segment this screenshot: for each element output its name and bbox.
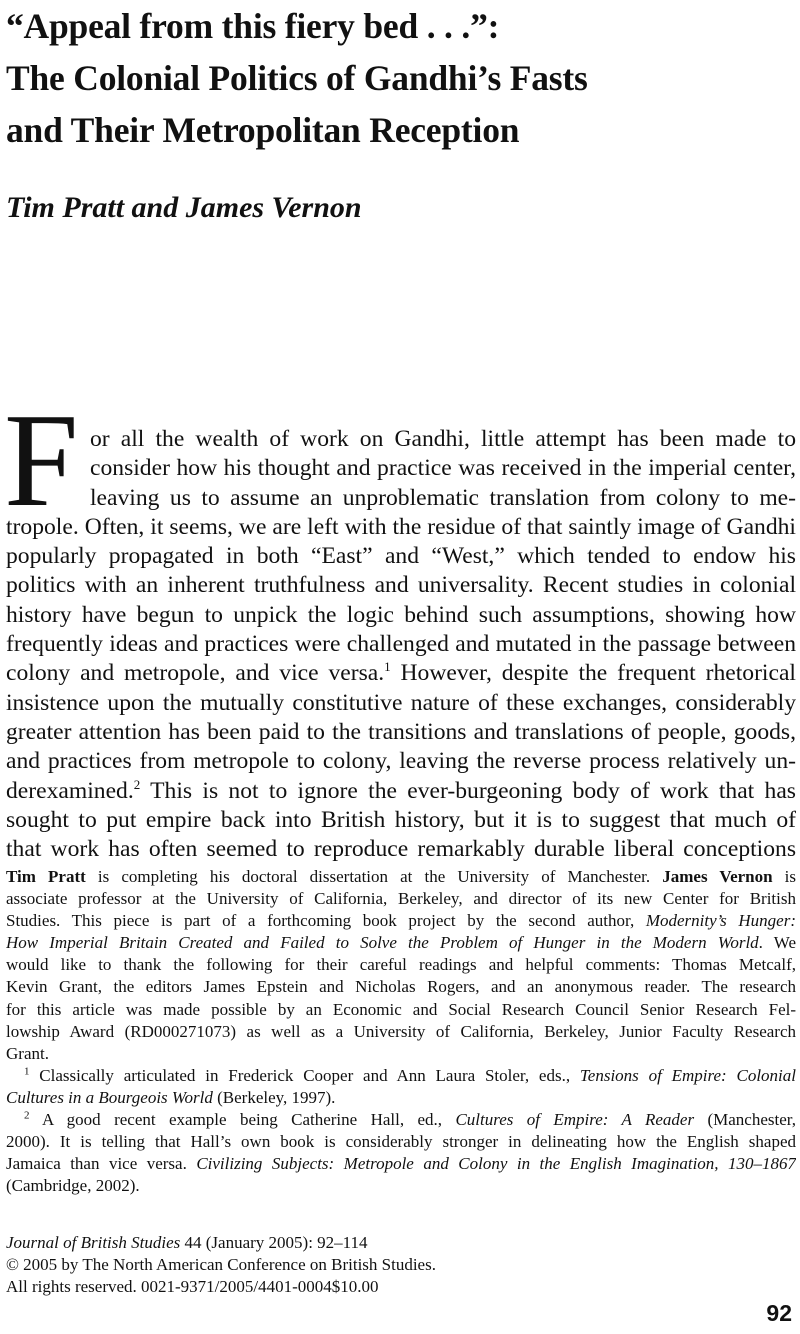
note-text: (Berkeley, 1997). [212, 1087, 336, 1107]
copyright-line: © 2005 by The North American Conference on British Studies. [6, 1255, 436, 1274]
body-line: politics with an inherent truthfulness and universality. Recent studies in colonial [6, 572, 796, 599]
rights-line: All rights reserved. 0021-9371/2005/4401-0004$10.00 [6, 1277, 379, 1296]
note-line: associate professor at the University of California, Berkeley, and director of its new Center for British [6, 889, 796, 909]
journal-name: Journal of British Studies [6, 1233, 181, 1252]
note-text: (Manchester, [694, 1110, 796, 1130]
footnote-2-cont: 2000). It is telling that Hall’s own book is considerably stronger in delineating how the English shaped [6, 1132, 796, 1152]
body-paragraph [6, 425, 796, 864]
body-line-tail: This is not to ignore the ever-burgeoning body of work that has [140, 777, 796, 804]
body-line: or all the wealth of work on Gandhi, little attempt has been made to [90, 426, 796, 452]
body-line: and practices from metropole to colony, leaving the reverse process relatively un- [6, 748, 796, 775]
footnote-ref-1[interactable]: 1 [384, 659, 391, 675]
journal-info [6, 1232, 436, 1298]
book-title: Modernity’s Hunger: [645, 911, 796, 931]
journal-citation [6, 1232, 436, 1254]
journal-volume: 44 (January 2005): 92–114 [180, 1233, 368, 1252]
note-line [6, 866, 796, 888]
body-line: insistence upon the mutually constitutive nature of these exchanges, considerably [6, 689, 796, 716]
body-line: popularly propagated in both “East” and “West,” which tended to endow his [6, 543, 796, 570]
body-line: history have begun to unpick the logic behind such assumptions, showing how [6, 601, 796, 628]
page-number: 92 [766, 1300, 792, 1326]
author-notes [6, 866, 796, 1197]
article-authors: Tim Pratt and James Vernon [6, 191, 362, 224]
footnote-1-cont [6, 1087, 796, 1109]
body-line: that work has often seemed to reproduce remarkably durable liberal conceptions [6, 836, 796, 863]
note-line: lowship Award (RD000271073) as well as a University of California, Berkeley, Junior Faculty Research [6, 1021, 796, 1041]
body-line: leaving us to assume an unproblematic translation from colony to me- [90, 484, 796, 511]
body-line: frequently ideas and practices were challenged and mutated in the passage between [6, 631, 796, 658]
footnote-2 [6, 1109, 796, 1131]
note-line: for this article was made possible by an Economic and Social Research Council Senior Research Fel- [6, 999, 796, 1019]
note-line [6, 910, 796, 932]
footnote-1 [6, 1065, 796, 1087]
body-line: sought to put empire back into British history, but it is to suggest that much of [6, 806, 796, 833]
body-line-tail: However, despite the frequent rhetorical [390, 660, 796, 687]
title-line-3: and Their Metropolitan Reception [6, 110, 520, 150]
body-line-head: colony and metropole, and vice versa. [6, 660, 385, 687]
note-line: Grant. [6, 1043, 49, 1063]
footnote-number: 2 [24, 1109, 30, 1122]
note-text: Classically articulated in Frederick Cooper and Ann Laura Stoler, eds., [29, 1065, 580, 1085]
note-text: Jamaica than vice versa. [6, 1154, 197, 1174]
body-line [6, 777, 796, 806]
book-title: Cultures in a Bourgeois World [6, 1087, 213, 1107]
body-line: greater attention has been paid to the transitions and translations of people, goods, [6, 718, 796, 745]
note-line: would like to thank the following for their careful readings and helpful comments: Thomas Metcalf, [6, 955, 796, 975]
author-name: James Vernon [662, 867, 773, 886]
note-text: is [772, 867, 796, 886]
footnote-2-cont: (Cambridge, 2002). [6, 1176, 140, 1196]
note-text: Studies. This piece is part of a forthcoming book project by the second author, [6, 911, 646, 931]
title-line-1: “Appeal from this fiery bed . . .”: [6, 6, 500, 46]
note-text: A good recent example being Catherine Hall, ed., [29, 1110, 456, 1130]
body-line: tropole. Often, it seems, we are left with the residue of that saintly image of Gandhi [6, 513, 796, 540]
footnote-2-cont [6, 1153, 796, 1175]
body-line-head: derexamined. [6, 777, 134, 804]
note-text: is completing his doctoral dissertation at the University of Manchester. [85, 867, 663, 886]
author-name: Tim Pratt [6, 867, 86, 886]
book-title: Civilizing Subjects: Metropole and Colony in the English Imagination, 130–1867 [196, 1154, 796, 1174]
note-line [6, 932, 796, 954]
note-text: . We [758, 933, 796, 953]
footnote-number: 1 [24, 1065, 30, 1078]
drop-cap: F [4, 386, 79, 534]
book-title: How Imperial Britain Created and Failed to Solve the Problem of Hunger in the Modern World [6, 933, 759, 953]
book-title: Tensions of Empire: Colonial [579, 1065, 796, 1085]
body-line: consider how his thought and practice was received in the imperial center, [90, 455, 796, 482]
book-title: Cultures of Empire: A Reader [455, 1110, 695, 1130]
title-line-2: The Colonial Politics of Gandhi’s Fasts [6, 58, 588, 98]
body-line [6, 659, 796, 688]
article-title [6, 0, 796, 156]
note-line: Kevin Grant, the editors James Epstein and Nicholas Rogers, and an anonymous reader. The research [6, 977, 796, 997]
footnote-ref-2[interactable]: 2 [133, 776, 141, 792]
